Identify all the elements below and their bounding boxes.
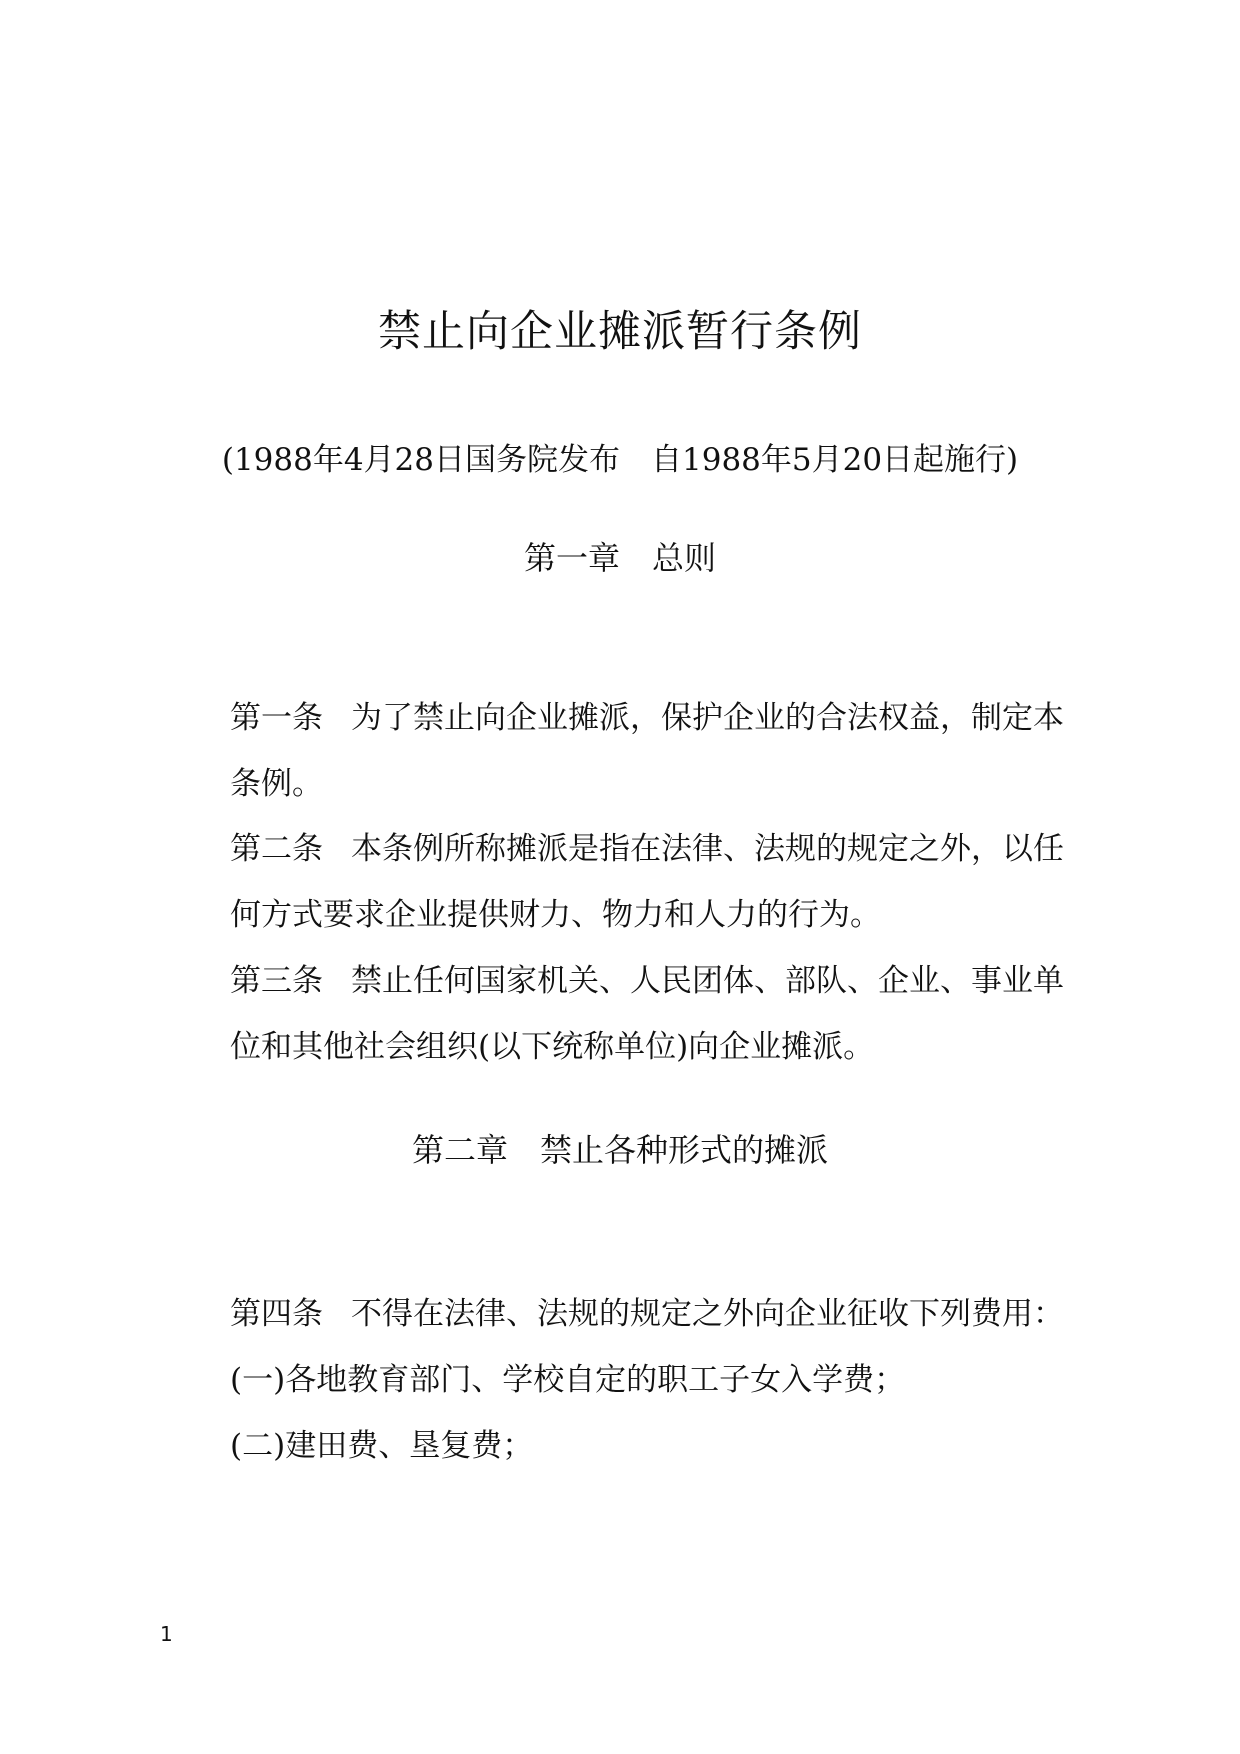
- article-label: 第二条: [230, 831, 323, 867]
- document-title: 禁止向企业摊派暂行条例: [378, 307, 862, 357]
- article-text: 不得在法律、法规的规定之外向企业征收下列费用：: [351, 1296, 1064, 1332]
- fee-list-item-1: (一)各地教育部门、学校自定的职工子女入学费；: [230, 1362, 906, 1398]
- article-label: 第四条: [230, 1296, 323, 1332]
- chapter-heading-1: 第一章 总则: [523, 539, 716, 577]
- article-text: 禁止任何国家机关、人民团体、部队、企业、事业单位和其他社会组织(以下统称单位)向企业摊派。: [230, 963, 1064, 1065]
- chapter-heading-2: 第二章 禁止各种形式的摊派: [411, 1131, 828, 1169]
- fee-list-item-2: (二)建田费、垦复费；: [230, 1428, 534, 1464]
- article-label: 第三条: [230, 963, 323, 999]
- article-label: 第一条: [230, 700, 323, 736]
- document-subtitle: (1988年4月28日国务院发布 自1988年5月20日起施行): [221, 442, 1019, 478]
- article-2: [168, 816, 1088, 948]
- article-1: [168, 685, 1088, 817]
- article-4: [168, 1281, 1088, 1347]
- page-number: 1: [160, 1622, 173, 1646]
- article-text: 本条例所称摊派是指在法律、法规的规定之外，以任何方式要求企业提供财力、物力和人力的行为。: [230, 831, 1064, 933]
- article-3: [168, 948, 1088, 1080]
- article-text: 为了禁止向企业摊派，保护企业的合法权益，制定本条例。: [230, 700, 1064, 802]
